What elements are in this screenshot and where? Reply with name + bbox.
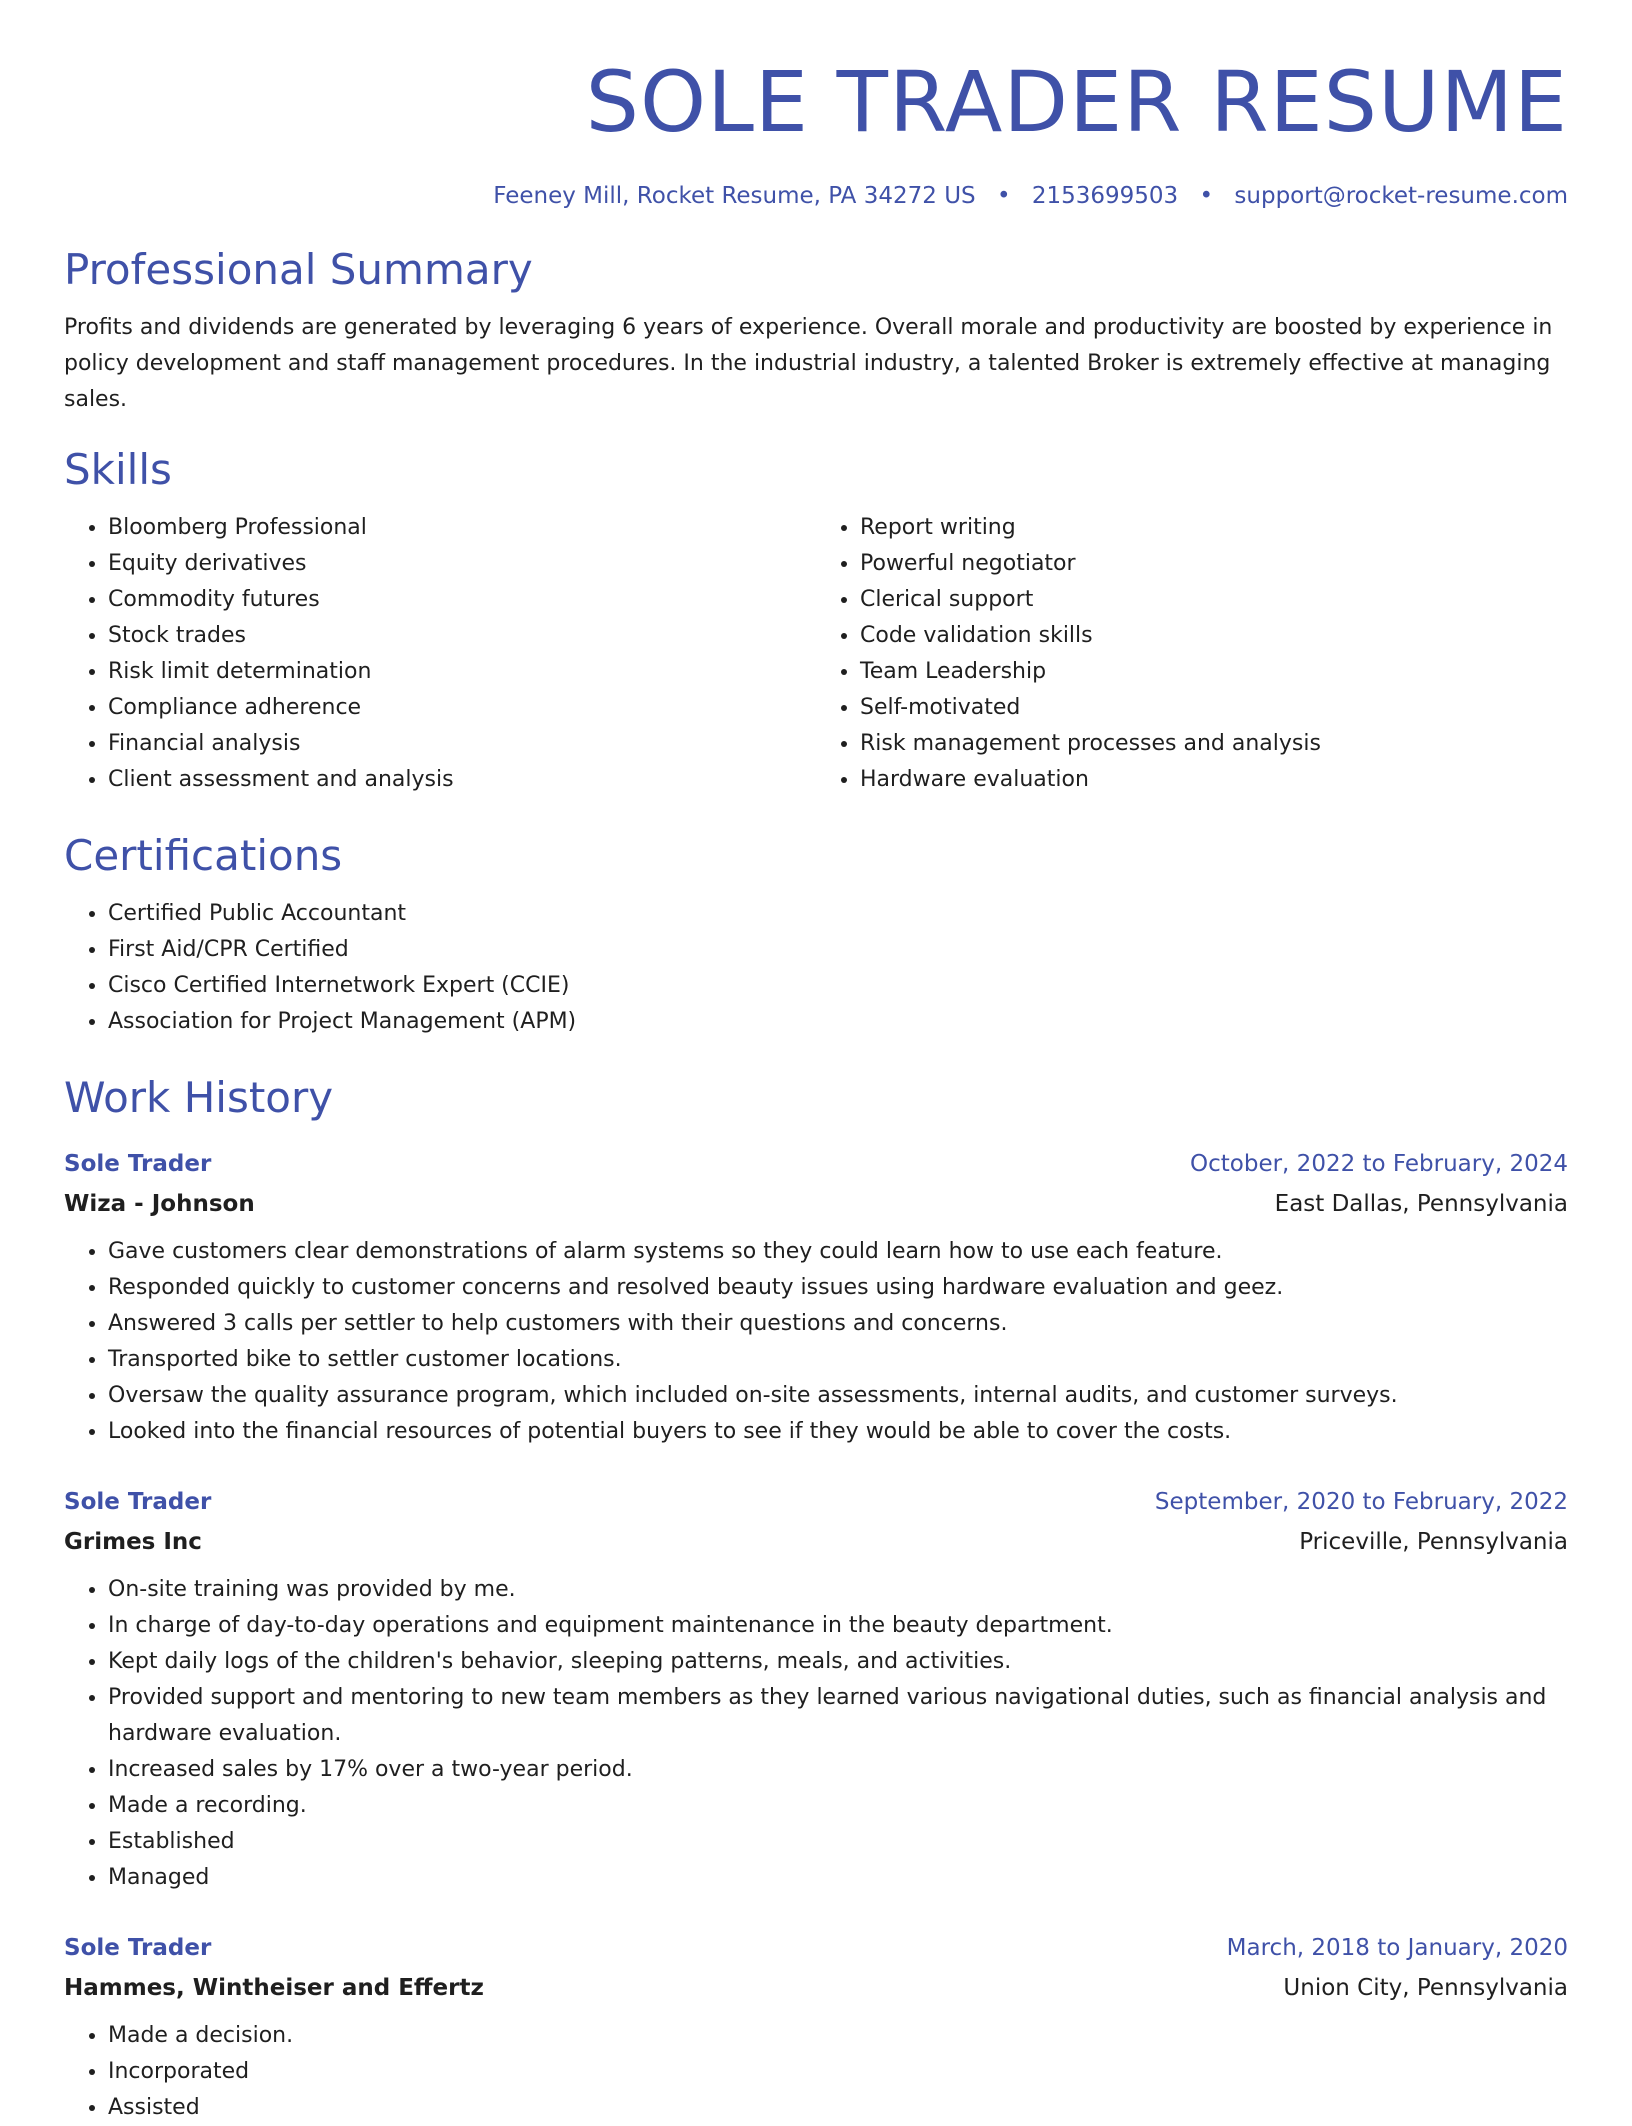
certification-item: • First Aid/CPR Certified (108, 932, 1568, 968)
job-company: Wiza - Johnson (64, 1191, 255, 1217)
skill-item: • Risk management processes and analysis (860, 726, 1568, 762)
job-location: Union City, Pennsylvania (1283, 1975, 1568, 2001)
job-bullet: • Looked into the financial resources of potential buyers to see if they would be able to cover the costs. (108, 1414, 1568, 1450)
skill-item: • Stock trades (108, 618, 816, 654)
job-entry (64, 1928, 1568, 2126)
job-dates: March, 2018 to January, 2020 (1226, 1935, 1568, 1961)
resume-page (64, 0, 1568, 2126)
skill-item: • Self-motivated (860, 690, 1568, 726)
job-title: Sole Trader (64, 1489, 212, 1515)
job-bullet: • Established (108, 1824, 1568, 1860)
skill-item: • Financial analysis (108, 726, 816, 762)
job-location: East Dallas, Pennsylvania (1274, 1191, 1568, 1217)
job-header (64, 1928, 1568, 1968)
job-bullets (64, 1234, 1568, 1450)
skill-item: • Powerful negotiator (860, 546, 1568, 582)
job-bullet: • Transported bike to settler customer locations. (108, 1342, 1568, 1378)
contact-phone[interactable]: 2153699503 (1031, 183, 1179, 209)
skills-columns (64, 510, 1568, 798)
skills-list-right (816, 510, 1568, 798)
job-header (64, 1482, 1568, 1522)
skills-list-left (64, 510, 816, 798)
job-subheader (64, 1522, 1568, 1562)
job-bullet: • Kept daily logs of the children's behavior, sleeping patterns, meals, and activities. (108, 1644, 1568, 1680)
certifications-heading: Certifications (64, 831, 343, 880)
job-bullet: • Managed (108, 1860, 1568, 1896)
skill-item: • Risk limit determination (108, 654, 816, 690)
summary-text: Profits and dividends are generated by leveraging 6 years of experience. Overall morale and productivity are boosted by experience in policy development and staff management procedures. In the industrial industry, a talented Broker is extremely effective at managing sales. (64, 315, 1553, 412)
job-location: Priceville, Pennsylvania (1299, 1529, 1568, 1555)
job-company: Hammes, Wintheiser and Effertz (64, 1975, 484, 2001)
job-bullet: • Responded quickly to customer concerns and resolved beauty issues using hardware evaluation and geez. (108, 1270, 1568, 1306)
job-bullet: • Provided support and mentoring to new team members as they learned various navigational duties, such as financial analysis and hardware evaluation. (108, 1680, 1568, 1752)
skill-item: • Commodity futures (108, 582, 816, 618)
job-entry (64, 1144, 1568, 1450)
job-header (64, 1144, 1568, 1184)
job-entry (64, 1482, 1568, 1896)
skill-item: • Equity derivatives (108, 546, 816, 582)
skill-item: • Bloomberg Professional (108, 510, 816, 546)
job-bullets (64, 1572, 1568, 1896)
contact-separator: • (996, 183, 1011, 209)
skill-item: • Code validation skills (860, 618, 1568, 654)
job-bullet: • Assisted (108, 2090, 1568, 2126)
contact-line (64, 180, 1568, 212)
job-bullet: • Made a decision. (108, 2018, 1568, 2054)
certification-item: • Association for Project Management (APM) (108, 1004, 1568, 1040)
job-company: Grimes Inc (64, 1529, 202, 1555)
skills-heading: Skills (64, 445, 172, 494)
skill-item: • Compliance adherence (108, 690, 816, 726)
job-bullet: • Oversaw the quality assurance program, which included on-site assessments, internal audits, and customer surveys. (108, 1378, 1568, 1414)
job-bullet: • Increased sales by 17% over a two-year period. (108, 1752, 1568, 1788)
work-history-heading: Work History (64, 1073, 334, 1122)
job-bullet: • On-site training was provided by me. (108, 1572, 1568, 1608)
summary-heading: Professional Summary (64, 245, 533, 294)
job-title: Sole Trader (64, 1935, 212, 1961)
job-dates: September, 2020 to February, 2022 (1154, 1489, 1568, 1515)
skill-item: • Clerical support (860, 582, 1568, 618)
certification-item: • Cisco Certified Internetwork Expert (CCIE) (108, 968, 1568, 1004)
job-dates: October, 2022 to February, 2024 (1190, 1151, 1568, 1177)
skill-item: • Team Leadership (860, 654, 1568, 690)
job-subheader (64, 1968, 1568, 2008)
certifications-list (64, 896, 1568, 1040)
job-title: Sole Trader (64, 1151, 212, 1177)
job-subheader (64, 1184, 1568, 1224)
skill-item: • Client assessment and analysis (108, 762, 816, 798)
contact-address: Feeney Mill, Rocket Resume, PA 34272 US (493, 183, 976, 209)
job-bullet: • In charge of day-to-day operations and equipment maintenance in the beauty department. (108, 1608, 1568, 1644)
job-bullets (64, 2018, 1568, 2126)
skill-item: • Report writing (860, 510, 1568, 546)
job-bullet: • Incorporated (108, 2054, 1568, 2090)
job-bullet: • Answered 3 calls per settler to help customers with their questions and concerns. (108, 1306, 1568, 1342)
job-bullet: • Gave customers clear demonstrations of alarm systems so they could learn how to use each feature. (108, 1234, 1568, 1270)
certification-item: • Certified Public Accountant (108, 896, 1568, 932)
job-bullet: • Made a recording. (108, 1788, 1568, 1824)
skill-item: • Hardware evaluation (860, 762, 1568, 798)
contact-email[interactable]: support@rocket-resume.com (1234, 183, 1568, 209)
resume-title: SOLE TRADER RESUME (585, 53, 1568, 151)
contact-separator: • (1199, 183, 1214, 209)
